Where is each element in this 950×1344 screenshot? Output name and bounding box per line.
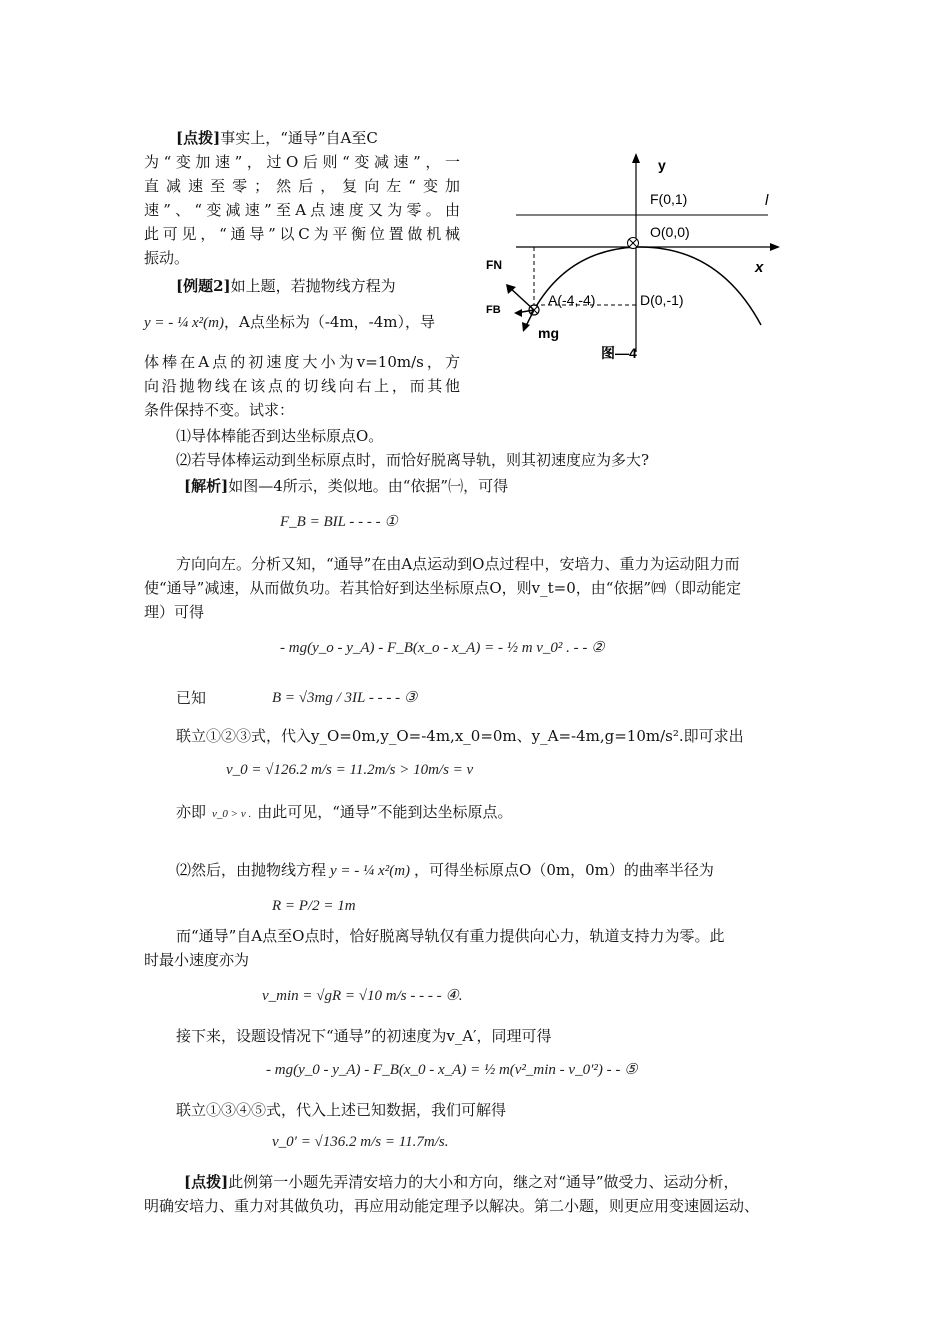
label-l: l <box>765 192 769 209</box>
equation-8: v_0′ = √136.2 m/s = 11.7m/s. <box>272 1134 449 1150</box>
example-equation-line: y = - ¼ x²(m)，A点坐标为（-4m，-4m），导 <box>144 313 436 331</box>
solution-intro: [解析]如图—4所示，类似地。由“依据”㈠，可得 <box>184 477 509 495</box>
question-1: ⑴导体棒能否到达坐标原点O。 <box>176 427 384 445</box>
x-arrow-icon <box>770 243 780 251</box>
tip2-label: [点拨] <box>184 1173 229 1191</box>
label-d: D(0,-1) <box>640 292 684 308</box>
example-label: [例题2] <box>176 277 231 295</box>
figure-4 <box>478 150 798 370</box>
equation-7: - mg(y_0 - y_A) - F_B(x_0 - x_A) = ½ m(v²_min - v_0′²) - - ⑤ <box>266 1062 638 1078</box>
example-line-3: 体棒在A点的初速度大小为v=10m/s，方 <box>144 353 460 371</box>
label-mg: mg <box>538 325 559 341</box>
example-line-5: 条件保持不变。试求： <box>144 401 295 419</box>
tip-line-6: 振动。 <box>144 249 190 267</box>
paragraph-6-line-1: 而“通导”自A点至O点时，恰好脱离导轨仅有重力提供向心力，轨道支持力为零。此 <box>176 927 725 945</box>
inequality-v0-v: v_0 > v . <box>212 808 252 820</box>
equation-2: - mg(y_o - y_A) - F_B(x_o - x_A) = - ½ m v_0² . - - ② <box>280 640 605 656</box>
paragraph-8: 联立①③④⑤式，代入上述已知数据，我们可解得 <box>176 1101 507 1119</box>
paragraph-2-line-2: 使“通导”减速，从而做负功。若其恰好到达坐标原点O，则v_t=0，由“依据”㈣（即动能定 <box>144 579 742 597</box>
label-y: y <box>658 157 666 173</box>
paragraph-3: 联立①②③式，代入y_O=0m,y_O=-4m,x_0=0m、y_A=-4m,g=10m/s².即可求出 <box>176 727 744 745</box>
figure-caption: 图—4 <box>601 345 637 361</box>
paragraph-2-line-3: 理）可得 <box>144 603 205 621</box>
label-o: O(0,0) <box>650 224 690 240</box>
tip-line-4: 速”、“变减速”至A点速度又为零。由 <box>144 201 460 219</box>
equation-3: B = √3mg / 3IL - - - - ③ <box>272 690 418 706</box>
paragraph-5: ⑵然后，由抛物线方程 y = - ¼ x²(m) ，可得坐标原点O（0m，0m）的曲率半径为 <box>176 861 714 879</box>
parabola-curve <box>534 247 761 325</box>
equation-6: v_min = √gR = √10 m/s - - - - ④. <box>262 988 463 1004</box>
y-arrow-icon <box>632 153 640 163</box>
parabola-equation: y = - ¼ x²(m) <box>144 315 225 331</box>
tip-line-2: 为“变加速”，过O后则“变减速”，一 <box>144 153 460 171</box>
equation-1: F_B = BIL - - - - ① <box>280 514 398 530</box>
gravity-arrowhead-icon <box>522 322 530 332</box>
paragraph-7: 接下来，设题设情况下“通导”的初速度为v_A′，同理可得 <box>176 1027 552 1045</box>
example-line-4: 向沿抛物线在该点的切线向右上，而其他 <box>144 377 460 395</box>
tip-line-3: 直减速至零；然后，复向左“变加 <box>144 177 460 195</box>
tip-label: [点拨] <box>176 129 221 147</box>
ampere-arrowhead-icon <box>514 309 522 317</box>
tip2-line-1: [点拨]此例第一小题先弄清安培力的大小和方向，继之对“通导”做受力、运动分析， <box>184 1173 739 1191</box>
label-fb: FB <box>486 304 501 316</box>
question-2: ⑵若导体棒运动到坐标原点时，而恰好脱离导轨，则其初速度应为多大? <box>176 451 650 469</box>
paragraph-4: 亦即 v_0 > v . 由此可见，“通导”不能到达坐标原点。 <box>176 803 513 821</box>
paragraph-6-line-2: 时最小速度亦为 <box>144 951 250 969</box>
label-fn: FN <box>486 258 502 272</box>
label-a: A(-4,-4) <box>548 292 596 308</box>
paragraph-2-line-1: 方向向左。分析又知，“通导”在由A点运动到O点过程中，安培力、重力为运动阻力而 <box>176 555 740 573</box>
tip2-line-2: 明确安培力、重力对其做负功，再应用动能定理予以解决。第二小题，则更应用变速圆运动、 <box>144 1197 760 1215</box>
equation-5: R = P/2 = 1m <box>272 898 356 914</box>
example-heading: [例题2]如上题，若抛物线方程为 <box>176 277 396 295</box>
tip-line-1: [点拨]事实上，“通导”自A至C <box>176 129 378 147</box>
parabola-equation-2: y = - ¼ x²(m) <box>330 863 411 879</box>
equation-4: v_0 = √126.2 m/s = 11.2m/s > 10m/s = v <box>226 762 474 778</box>
solution-label: [解析] <box>184 477 229 495</box>
label-f: F(0,1) <box>650 191 688 207</box>
label-x: x <box>755 259 764 276</box>
tip-line-5: 此可见，“通导”以C为平衡位置做机械 <box>144 225 460 243</box>
known-label: 已知 <box>176 689 207 707</box>
